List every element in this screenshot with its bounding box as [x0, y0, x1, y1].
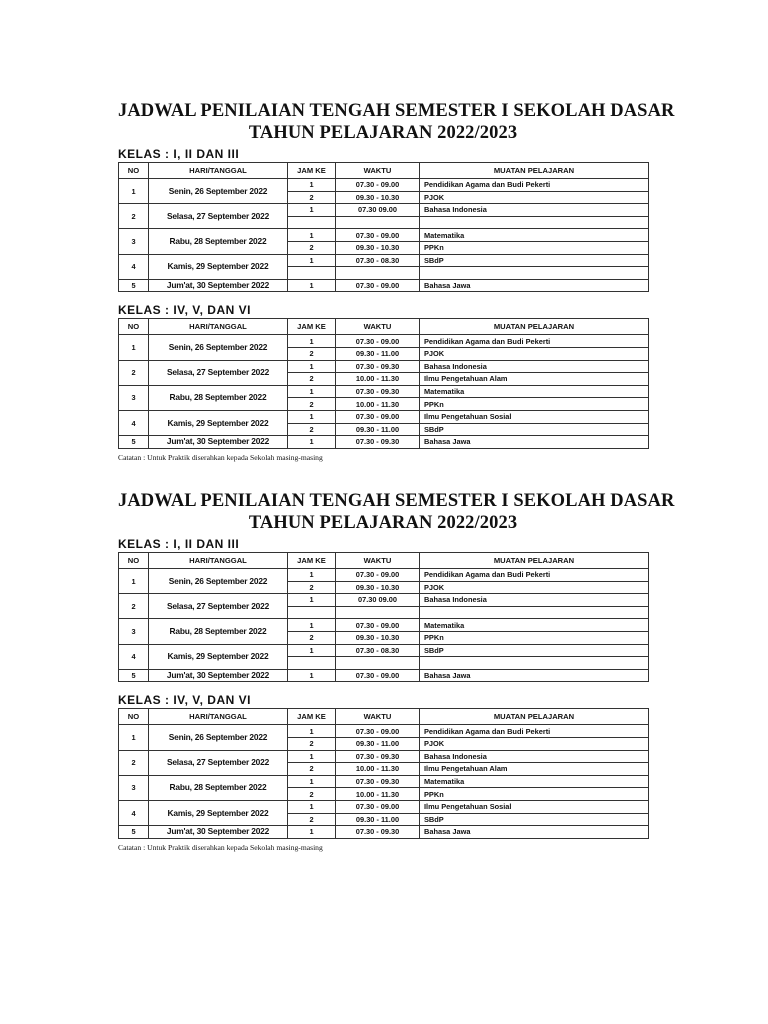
table-row	[119, 385, 649, 398]
table-row	[119, 335, 649, 348]
cell-jam-ke: 2	[288, 631, 336, 644]
cell-muatan-pelajaran: Bahasa Jawa	[420, 826, 649, 839]
cell-no: 2	[119, 204, 149, 229]
header-muatan-pelajaran: MUATAN PELAJARAN	[420, 319, 649, 335]
cell-muatan-pelajaran: Pendidikan Agama dan Budi Pekerti	[420, 569, 649, 582]
cell-muatan-pelajaran: Bahasa Jawa	[420, 669, 649, 682]
cell-jam-ke: 1	[288, 385, 336, 398]
cell-jam-ke: 1	[288, 360, 336, 373]
cell-no: 1	[119, 725, 149, 750]
table-row	[119, 410, 649, 423]
cell-jam-ke: 2	[288, 763, 336, 776]
header-hari-tanggal: HARI/TANGGAL	[149, 553, 288, 569]
schedule-table	[118, 162, 649, 292]
cell-no: 2	[119, 594, 149, 619]
cell-no: 4	[119, 644, 149, 669]
cell-waktu: 07.30 - 08.30	[336, 644, 420, 657]
cell-waktu: 10.00 - 11.30	[336, 763, 420, 776]
cell-muatan-pelajaran: PJOK	[420, 581, 649, 594]
cell-no: 2	[119, 360, 149, 385]
cell-muatan-pelajaran: Bahasa Jawa	[420, 436, 649, 449]
table-row	[119, 669, 649, 682]
cell-no: 5	[119, 279, 149, 292]
cell-waktu: 10.00 - 11.30	[336, 398, 420, 411]
cell-no: 1	[119, 569, 149, 594]
cell-waktu: 10.00 - 11.30	[336, 373, 420, 386]
header-no: NO	[119, 163, 149, 179]
table-row	[119, 229, 649, 242]
cell-muatan-pelajaran: SBdP	[420, 813, 649, 826]
cell-waktu	[336, 216, 420, 229]
cell-jam-ke: 1	[288, 436, 336, 449]
cell-jam-ke: 1	[288, 569, 336, 582]
cell-no: 1	[119, 179, 149, 204]
cell-waktu: 09.30 - 10.30	[336, 631, 420, 644]
cell-waktu: 07.30 - 09.00	[336, 335, 420, 348]
cell-hari-tanggal: Rabu, 28 September 2022	[149, 229, 288, 254]
cell-no: 2	[119, 750, 149, 775]
cell-no: 1	[119, 335, 149, 360]
table-header-row	[119, 553, 649, 569]
cell-muatan-pelajaran	[420, 267, 649, 280]
header-jam-ke: JAM KE	[288, 553, 336, 569]
cell-muatan-pelajaran: Pendidikan Agama dan Budi Pekerti	[420, 179, 649, 192]
cell-no: 5	[119, 436, 149, 449]
cell-muatan-pelajaran: SBdP	[420, 254, 649, 267]
header-no: NO	[119, 709, 149, 725]
cell-hari-tanggal: Kamis, 29 September 2022	[149, 800, 288, 825]
table-row	[119, 279, 649, 292]
table-header-row	[119, 319, 649, 335]
document-title-line2: TAHUN PELAJARAN 2022/2023	[248, 513, 518, 533]
table-row	[119, 179, 649, 192]
cell-jam-ke: 1	[288, 669, 336, 682]
header-hari-tanggal: HARI/TANGGAL	[149, 709, 288, 725]
cell-muatan-pelajaran: PPKn	[420, 788, 649, 801]
cell-hari-tanggal: Jum'at, 30 September 2022	[149, 279, 288, 292]
kelas-label-b: KELAS : IV, V, DAN VI	[118, 303, 251, 318]
document-title-line2: TAHUN PELAJARAN 2022/2023	[248, 123, 518, 143]
kelas-label-a: KELAS : I, II DAN III	[118, 147, 240, 161]
table-row	[119, 254, 649, 267]
cell-waktu: 09.30 - 10.30	[336, 191, 420, 204]
cell-jam-ke: 1	[288, 800, 336, 813]
cell-waktu: 10.00 - 11.30	[336, 788, 420, 801]
cell-muatan-pelajaran: Matematika	[420, 775, 649, 788]
cell-jam-ke	[288, 606, 336, 619]
cell-jam-ke: 2	[288, 788, 336, 801]
cell-muatan-pelajaran: PJOK	[420, 191, 649, 204]
schedule-table	[118, 318, 649, 448]
cell-waktu: 07.30 - 09.30	[336, 436, 420, 449]
cell-waktu: 07.30 - 09.00	[336, 410, 420, 423]
cell-waktu: 07.30 - 09.00	[336, 569, 420, 582]
table-row	[119, 800, 649, 813]
cell-waktu: 09.30 - 11.00	[336, 737, 420, 750]
header-waktu: WAKTU	[336, 163, 420, 179]
table-header-row	[119, 709, 649, 725]
cell-hari-tanggal: Selasa, 27 September 2022	[149, 594, 288, 619]
table-row	[119, 619, 649, 632]
cell-waktu: 09.30 - 11.00	[336, 347, 420, 360]
kelas-label-b: KELAS : IV, V, DAN VI	[118, 693, 251, 708]
cell-jam-ke: 2	[288, 191, 336, 204]
cell-jam-ke: 1	[288, 204, 336, 217]
cell-muatan-pelajaran: SBdP	[420, 644, 649, 657]
cell-waktu: 07.30 - 09.00	[336, 229, 420, 242]
cell-muatan-pelajaran: Ilmu Pengetahuan Sosial	[420, 410, 649, 423]
cell-muatan-pelajaran: PJOK	[420, 347, 649, 360]
cell-jam-ke: 2	[288, 241, 336, 254]
cell-hari-tanggal: Kamis, 29 September 2022	[149, 254, 288, 279]
cell-jam-ke: 1	[288, 750, 336, 763]
cell-jam-ke: 1	[288, 279, 336, 292]
cell-no: 3	[119, 775, 149, 800]
cell-muatan-pelajaran: Bahasa Indonesia	[420, 750, 649, 763]
catatan-note: Catatan : Untuk Praktik diserahkan kepada Sekolah masing-masing	[118, 452, 323, 462]
cell-muatan-pelajaran: Bahasa Indonesia	[420, 204, 649, 217]
cell-jam-ke: 1	[288, 826, 336, 839]
cell-waktu: 07.30 - 09.00	[336, 619, 420, 632]
cell-waktu: 07.30 - 08.30	[336, 254, 420, 267]
cell-hari-tanggal: Jum'at, 30 September 2022	[149, 826, 288, 839]
cell-muatan-pelajaran	[420, 606, 649, 619]
header-waktu: WAKTU	[336, 709, 420, 725]
cell-muatan-pelajaran: Matematika	[420, 619, 649, 632]
cell-muatan-pelajaran: Bahasa Indonesia	[420, 594, 649, 607]
table-row	[119, 750, 649, 763]
cell-no: 4	[119, 800, 149, 825]
header-hari-tanggal: HARI/TANGGAL	[149, 163, 288, 179]
cell-waktu: 07.30 - 09.30	[336, 385, 420, 398]
document-title-line1: JADWAL PENILAIAN TENGAH SEMESTER I SEKOLAH DASAR	[118, 101, 675, 121]
cell-hari-tanggal: Kamis, 29 September 2022	[149, 644, 288, 669]
schedule-table	[118, 708, 649, 838]
cell-waktu: 07.30 - 09.00	[336, 179, 420, 192]
cell-muatan-pelajaran	[420, 216, 649, 229]
document-title-line1: JADWAL PENILAIAN TENGAH SEMESTER I SEKOLAH DASAR	[118, 491, 675, 511]
cell-hari-tanggal: Senin, 26 September 2022	[149, 725, 288, 750]
table-row	[119, 725, 649, 738]
cell-waktu: 07.30 - 09.30	[336, 750, 420, 763]
cell-jam-ke: 1	[288, 254, 336, 267]
cell-waktu	[336, 267, 420, 280]
cell-no: 5	[119, 826, 149, 839]
cell-jam-ke: 2	[288, 373, 336, 386]
cell-muatan-pelajaran: Ilmu Pengetahuan Sosial	[420, 800, 649, 813]
cell-no: 3	[119, 229, 149, 254]
cell-jam-ke: 1	[288, 594, 336, 607]
cell-waktu: 07.30 09.00	[336, 204, 420, 217]
cell-hari-tanggal: Senin, 26 September 2022	[149, 179, 288, 204]
cell-no: 3	[119, 619, 149, 644]
cell-jam-ke	[288, 267, 336, 280]
header-waktu: WAKTU	[336, 319, 420, 335]
header-waktu: WAKTU	[336, 553, 420, 569]
cell-hari-tanggal: Selasa, 27 September 2022	[149, 750, 288, 775]
cell-muatan-pelajaran: PPKn	[420, 241, 649, 254]
cell-muatan-pelajaran: Ilmu Pengetahuan Alam	[420, 373, 649, 386]
cell-jam-ke: 2	[288, 737, 336, 750]
cell-muatan-pelajaran: Bahasa Indonesia	[420, 360, 649, 373]
cell-muatan-pelajaran: Bahasa Jawa	[420, 279, 649, 292]
header-jam-ke: JAM KE	[288, 709, 336, 725]
cell-muatan-pelajaran: PPKn	[420, 631, 649, 644]
header-jam-ke: JAM KE	[288, 163, 336, 179]
cell-no: 3	[119, 385, 149, 410]
cell-jam-ke: 2	[288, 347, 336, 360]
cell-waktu: 09.30 - 10.30	[336, 241, 420, 254]
cell-waktu: 07.30 - 09.00	[336, 725, 420, 738]
cell-jam-ke: 1	[288, 619, 336, 632]
cell-muatan-pelajaran: SBdP	[420, 423, 649, 436]
cell-jam-ke: 2	[288, 423, 336, 436]
cell-waktu	[336, 606, 420, 619]
cell-muatan-pelajaran: Matematika	[420, 385, 649, 398]
cell-jam-ke: 1	[288, 725, 336, 738]
table-row	[119, 644, 649, 657]
cell-jam-ke: 1	[288, 644, 336, 657]
cell-hari-tanggal: Senin, 26 September 2022	[149, 335, 288, 360]
table-row	[119, 775, 649, 788]
header-muatan-pelajaran: MUATAN PELAJARAN	[420, 553, 649, 569]
cell-jam-ke: 1	[288, 335, 336, 348]
cell-hari-tanggal: Kamis, 29 September 2022	[149, 410, 288, 435]
cell-jam-ke	[288, 216, 336, 229]
cell-waktu: 09.30 - 11.00	[336, 423, 420, 436]
table-row	[119, 436, 649, 449]
cell-hari-tanggal: Selasa, 27 September 2022	[149, 360, 288, 385]
cell-waktu: 09.30 - 11.00	[336, 813, 420, 826]
schedule-sheet-2	[118, 490, 675, 853]
cell-jam-ke: 1	[288, 775, 336, 788]
cell-no: 5	[119, 669, 149, 682]
header-muatan-pelajaran: MUATAN PELAJARAN	[420, 163, 649, 179]
cell-muatan-pelajaran: Matematika	[420, 229, 649, 242]
cell-waktu: 09.30 - 10.30	[336, 581, 420, 594]
cell-hari-tanggal: Jum'at, 30 September 2022	[149, 436, 288, 449]
table-row	[119, 360, 649, 373]
cell-jam-ke: 2	[288, 813, 336, 826]
schedule-table	[118, 552, 649, 682]
cell-jam-ke: 1	[288, 229, 336, 242]
cell-hari-tanggal: Rabu, 28 September 2022	[149, 619, 288, 644]
cell-waktu: 07.30 - 09.00	[336, 669, 420, 682]
cell-muatan-pelajaran: Ilmu Pengetahuan Alam	[420, 763, 649, 776]
header-no: NO	[119, 319, 149, 335]
cell-jam-ke: 1	[288, 410, 336, 423]
header-jam-ke: JAM KE	[288, 319, 336, 335]
cell-waktu: 07.30 - 09.30	[336, 360, 420, 373]
header-no: NO	[119, 553, 149, 569]
table-header-row	[119, 163, 649, 179]
cell-muatan-pelajaran: PJOK	[420, 737, 649, 750]
cell-jam-ke: 2	[288, 581, 336, 594]
header-muatan-pelajaran: MUATAN PELAJARAN	[420, 709, 649, 725]
cell-waktu	[336, 657, 420, 670]
cell-waktu: 07.30 - 09.30	[336, 775, 420, 788]
kelas-label-a: KELAS : I, II DAN III	[118, 537, 240, 551]
cell-jam-ke: 2	[288, 398, 336, 411]
cell-waktu: 07.30 09.00	[336, 594, 420, 607]
cell-hari-tanggal: Selasa, 27 September 2022	[149, 204, 288, 229]
table-row	[119, 569, 649, 582]
cell-muatan-pelajaran: Pendidikan Agama dan Budi Pekerti	[420, 725, 649, 738]
table-row	[119, 826, 649, 839]
cell-muatan-pelajaran	[420, 657, 649, 670]
cell-hari-tanggal: Senin, 26 September 2022	[149, 569, 288, 594]
cell-jam-ke: 1	[288, 179, 336, 192]
table-row	[119, 594, 649, 607]
schedule-sheet-1	[118, 100, 675, 463]
cell-waktu: 07.30 - 09.30	[336, 826, 420, 839]
cell-waktu: 07.30 - 09.00	[336, 800, 420, 813]
cell-no: 4	[119, 410, 149, 435]
cell-muatan-pelajaran: PPKn	[420, 398, 649, 411]
cell-muatan-pelajaran: Pendidikan Agama dan Budi Pekerti	[420, 335, 649, 348]
cell-hari-tanggal: Rabu, 28 September 2022	[149, 385, 288, 410]
header-hari-tanggal: HARI/TANGGAL	[149, 319, 288, 335]
cell-waktu: 07.30 - 09.00	[336, 279, 420, 292]
catatan-note: Catatan : Untuk Praktik diserahkan kepada Sekolah masing-masing	[118, 842, 323, 852]
cell-hari-tanggal: Jum'at, 30 September 2022	[149, 669, 288, 682]
cell-jam-ke	[288, 657, 336, 670]
cell-no: 4	[119, 254, 149, 279]
cell-hari-tanggal: Rabu, 28 September 2022	[149, 775, 288, 800]
table-row	[119, 204, 649, 217]
